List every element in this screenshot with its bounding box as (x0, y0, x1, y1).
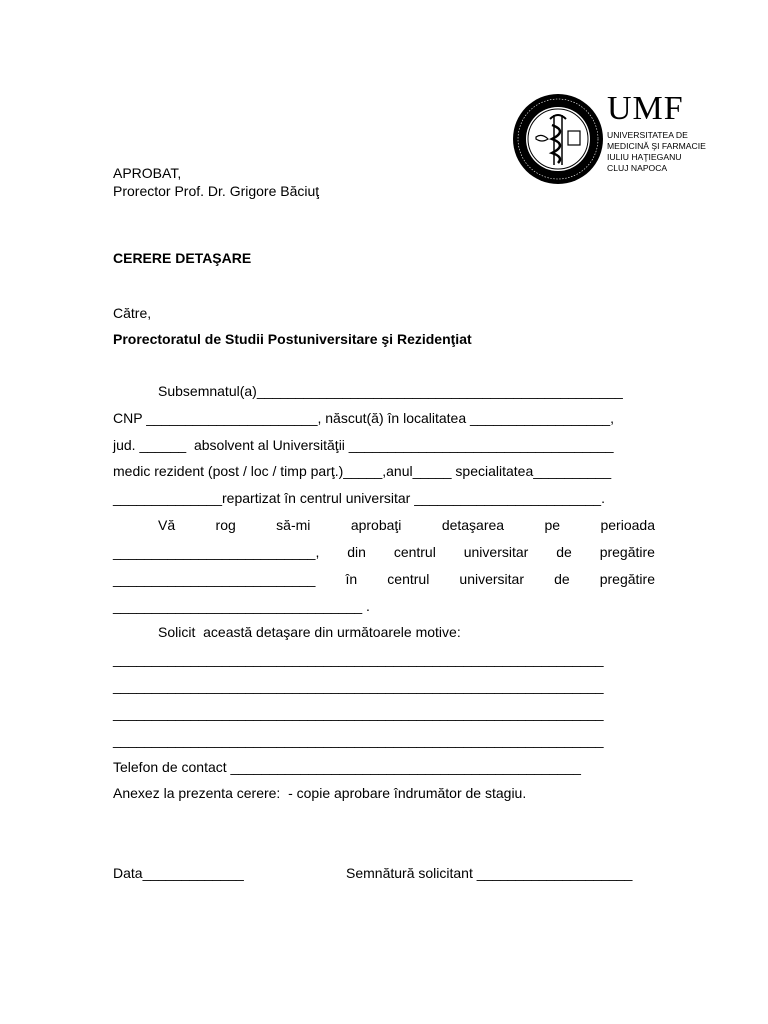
addressee-to: Către, (113, 305, 152, 321)
word: pregătire (599, 544, 655, 560)
brand-line: UNIVERSITATEA DE (607, 130, 688, 140)
brand-line: CLUJ NAPOCA (607, 163, 668, 173)
word: perioada (600, 517, 655, 533)
reason-blank-line: _______________________________________________________________ (113, 678, 604, 694)
word: pregătire (599, 571, 655, 587)
word: să-mi (276, 517, 311, 533)
word: rog (215, 517, 236, 533)
body-line-request (158, 517, 655, 533)
date-field: Data_____________ (113, 865, 244, 881)
brand-title: UMF (607, 90, 684, 127)
reason-blank-line: _______________________________________________________________ (113, 651, 604, 667)
word: universitar (463, 544, 529, 560)
reason-blank-line: _______________________________________________________________ (113, 705, 604, 721)
university-seal-logo (512, 93, 604, 185)
brand-line: MEDICINĂ ŞI FARMACIE (607, 141, 706, 151)
word: __________________________, (113, 544, 320, 560)
approval-label: APROBAT, (113, 165, 182, 181)
approver-name: Prorector Prof. Dr. Grigore Băciuţ (113, 183, 320, 199)
reason-blank-line: _______________________________________________________________ (113, 732, 604, 748)
document-title: CERERE DETAŞARE (113, 250, 252, 266)
body-line-resident: medic rezident (post / loc / timp parţ.)_____,anul_____ specialitatea__________ (113, 463, 612, 479)
body-line-cnp: CNP ______________________, născut(ă) în localitatea __________________, (113, 410, 615, 426)
annex-line: Anexez la prezenta cerere: - copie aprobare îndrumător de stagiu. (113, 785, 527, 801)
body-line-name: Subsemnatul(a)_______________________________________________ (158, 383, 623, 399)
word: din (347, 544, 366, 560)
word: de (554, 571, 570, 587)
word: de (556, 544, 572, 560)
brand-subtitle (607, 130, 706, 174)
body-line-center: ______________repartizat în centrul universitar ________________________. (113, 490, 605, 506)
word: __________________________ (113, 571, 316, 587)
word: în (345, 571, 358, 587)
body-line-to-center (113, 571, 655, 587)
body-line-from-center (113, 544, 655, 560)
word: centrul (387, 571, 430, 587)
word: detaşarea (441, 517, 505, 533)
signature-field: Semnătură solicitant ____________________ (346, 865, 633, 881)
word: aprobaţi (350, 517, 402, 533)
word: universitar (459, 571, 524, 587)
word: centrul (393, 544, 436, 560)
addressee-office: Prorectoratul de Studii Postuniversitare şi Rezidenţiat (113, 331, 472, 347)
brand-line: IULIU HAŢIEGANU (607, 152, 682, 162)
word: pe (544, 517, 561, 533)
word: Vă (158, 517, 176, 533)
phone-field-line: Telefon de contact _____________________________________________ (113, 759, 581, 775)
body-line-blank-center: ________________________________ . (113, 598, 370, 614)
body-line-university: jud. ______ absolvent al Universităţii __________________________________ (113, 437, 614, 453)
university-brand-text (607, 92, 706, 174)
reasons-label: Solicit această detaşare din următoarele motive: (158, 624, 461, 640)
